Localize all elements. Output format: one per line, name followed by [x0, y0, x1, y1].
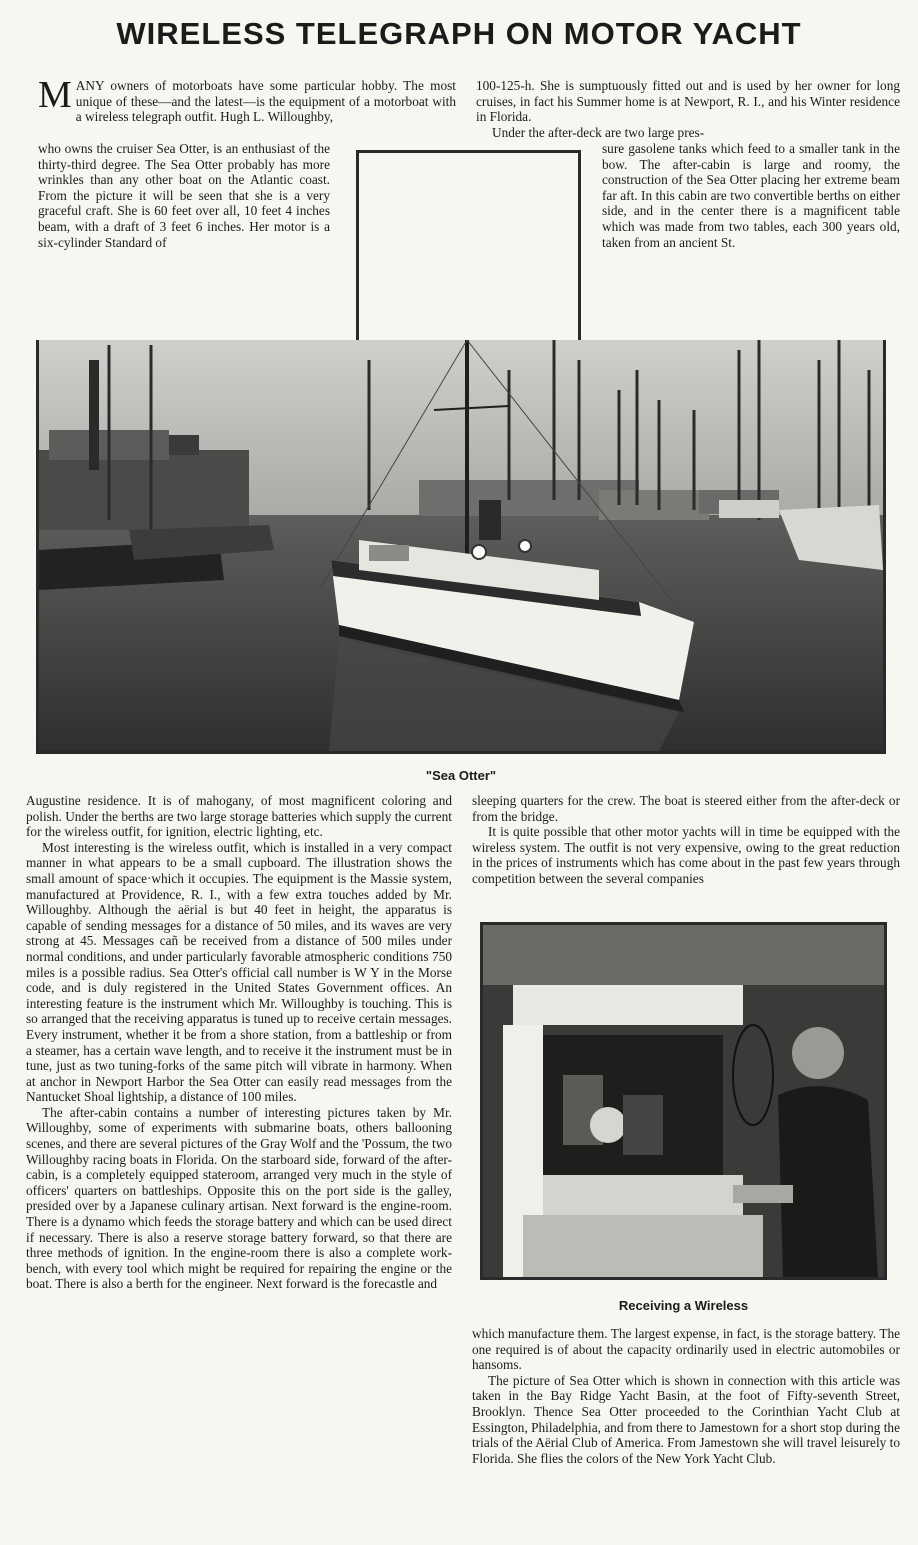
- paragraph: Augustine residence. It is of mahogany, of most magnificent coloring and polish. Under the berths are two large storage batteries which supply the current for the wireless outfit, for ignition, electric lighting, etc.: [26, 793, 452, 840]
- article-title: WIRELESS TELEGRAPH ON MOTOR YACHT: [116, 16, 802, 51]
- photo-frame-border: [356, 150, 580, 153]
- drop-cap: M: [38, 74, 72, 116]
- paragraph: The after-cabin contains a number of interesting pictures taken by Mr. Willoughby, some of experiments with submarine boats, others ballooning scenes, and there are several pictures of the Gray Wolf and the 'Possum, the two Willoughby racing boats in Florida. On the starboard side, forward of the after-cabin, is a completely equipped stateroom, arranged very much in the style of officers' quarters on battleships. Opposite this on the port side is the galley, presided over by a Japanese culinary artisan. Next forward is the engine-room. There is a dynamo which feeds the storage battery and which can be used direct if necessary. There is also a reserve storage battery forward, so that there are three methods of ignition. In the engine-room there is also a complete work-bench, with every tool which might be required for repairing the engine or the boat. There is also a berth for the engineer. Next forward is the forecastle and: [26, 1104, 452, 1292]
- receiving-wireless-photo: [480, 922, 887, 1280]
- body-text-right-bottom: [472, 1326, 900, 1466]
- paragraph: The picture of Sea Otter which is shown in connection with this article was taken in the Bay Ridge Yacht Basin, at the foot of Fifty-seventh Street, Brooklyn. Thence Sea Otter proceeded to the Corinthian Yacht Club at Essington, Philadelphia, and from there to Jamestown for a short stop during the trials of the Aërial Club of America. From Jamestown she will travel leisurely to Florida. She flies the colors of the New York Yacht Club.: [472, 1372, 900, 1466]
- sea-otter-photo: [36, 340, 886, 754]
- wireless-cabinet-illustration: [483, 925, 884, 1277]
- photo-frame-border: [578, 150, 581, 342]
- receiving-wireless-caption: Receiving a Wireless: [618, 1298, 749, 1313]
- intro-text-right: [476, 78, 900, 140]
- yacht-harbor-illustration: [39, 340, 883, 751]
- intro-lead-text: ANY owners of motorboats have some particular hobby. The most unique of these—and the latest—is the equipment of a motorboat with a wireless telegraph outfit. Hugh L. Willoughby,: [75, 78, 456, 125]
- motor-paragraph: 100-125-h. She is sumptuously fitted out and is used by her owner for long cruises, in fact his Summer home is at Newport, R. I., and his Winter residence in Florida.: [476, 78, 900, 125]
- tanks-first-line: Under the after-deck are two large pres-: [492, 124, 705, 140]
- body-text-right-top: [472, 793, 900, 887]
- intro-text-left-narrow: [38, 141, 330, 250]
- paragraph: sleeping quarters for the crew. The boat is steered either from the after-deck or from the bridge.: [472, 793, 900, 824]
- paragraph: Most interesting is the wireless outfit, which is installed in a very compact manner in what appears to be a small cupboard. The illustration shows the small amount of space·which it occupies. The equipment is the Massie system, manufactured at Providence, R. I., with a few extra touches added by Mr. Willoughby. Although the aërial is but 40 feet in height, the apparatus is capable of sending messages for a distance of 50 miles, and its waves are very strong at 45. Messages cañ be received from a distance of 500 miles under normal conditions, and under particularly favorable atmospheric conditions 750 miles is a possible radius. Sea Otter's official call number is W Y in the Morse code, and is duly registered in the United States Government offices. An interesting feature is the instrument which Mr. Willoughby is touching. This is so arranged that the receiving apparatus is tuned up to receive certain messages. Every instrument, whether it be from a shore station, from a battleship or from a steamer, has a certain wave length, and to receive it the instrument must be in tune, just as two tuning-forks of the same pitch will vibrate in harmony. When at anchor in Newport Harbor the Sea Otter can easily read messages from the Nantucket Shoal lightship, a distance of 100 miles.: [26, 839, 452, 1105]
- photo-frame-border: [356, 150, 359, 342]
- intro-text-left: [38, 74, 456, 125]
- tanks-paragraph: sure gasolene tanks which feed to a smaller tank in the bow. The after-cabin is large and roomy, the construction of the Sea Otter placing her extreme beam far aft. In this cabin are two convertible berths on either side, and in the center there is a magnificent table which was made from two tables, each 300 years old, taken from an ancient St.: [602, 141, 900, 250]
- paragraph: which manufacture them. The largest expense, in fact, is the storage battery. The one required is of about the capacity ordinarily used in electric automobiles or hansoms.: [472, 1326, 900, 1373]
- paragraph: It is quite possible that other motor yachts will in time be equipped with the wireless system. The outfit is not very expensive, owing to the great reduction in the prices of instruments which has come about in the past few years through competition between the several companies: [472, 824, 900, 886]
- sea-otter-caption: "Sea Otter": [425, 768, 497, 783]
- intro-text-right-narrow: [602, 141, 900, 250]
- intro-rest-text: who owns the cruiser Sea Otter, is an enthusiast of the thirty-third degree. The Sea Otter probably has more wrinkles than any other boat on the Atlantic coast. From the picture it will be seen that she is a very graceful craft. She is 60 feet over all, 10 feet 4 inches beam, with a draft of 3 feet 6 inches. Her motor is a six-cylinder Standard of: [38, 141, 330, 250]
- body-text-left: [26, 793, 452, 1292]
